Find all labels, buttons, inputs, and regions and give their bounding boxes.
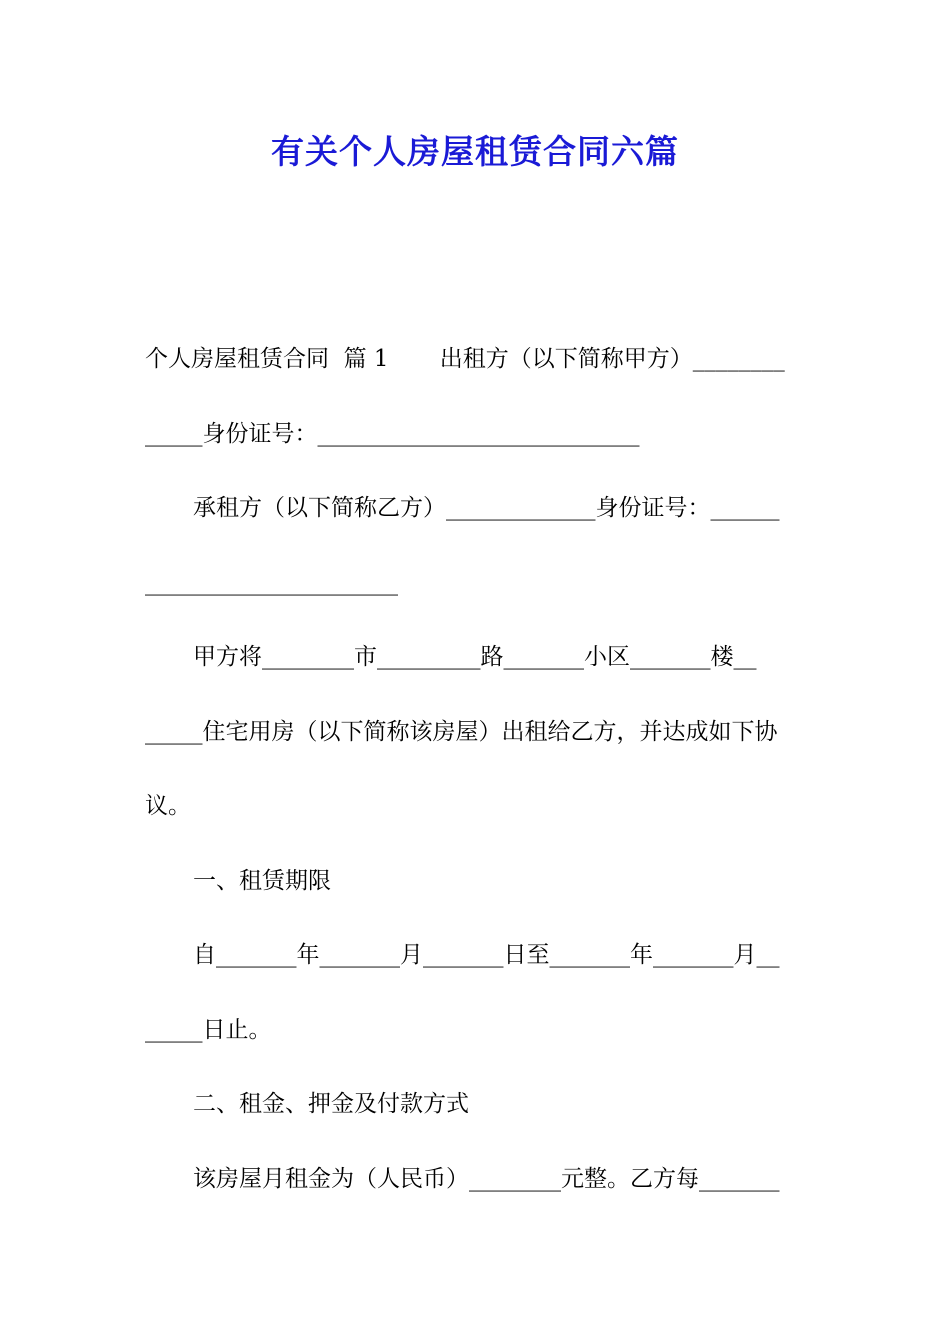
property-address-line: 甲方将________市_________路_______小区_______楼__ <box>193 644 757 670</box>
lessor-id-line: _____身份证号：____________________________ <box>145 421 640 447</box>
section-rent-deposit-heading: 二、租金、押金及付款方式 <box>193 1091 469 1117</box>
lessee-line: 承租方（以下简称乙方）_____________身份证号：______ <box>193 495 780 521</box>
document-title: 有关个人房屋租赁合同六篇 <box>271 132 679 171</box>
lease-term-dates-line: 自_______年_______月_______日至_______年_______月__ <box>193 942 780 968</box>
property-description-line: _____住宅用房（以下简称该房屋）出租给乙方，并达成如下协 <box>145 719 778 745</box>
contract-heading-lessor-line: 个人房屋租赁合同 篇 1 出租方（以下简称甲方）________ <box>145 346 785 372</box>
section-lease-term-heading: 一、租赁期限 <box>193 868 331 894</box>
lessee-id-continuation-line: ______________________ <box>145 570 398 596</box>
monthly-rent-line: 该房屋月租金为（人民币）________元整。乙方每_______ <box>193 1166 780 1192</box>
lease-term-end-line: _____日止。 <box>145 1017 272 1043</box>
agreement-end-line: 议。 <box>145 793 191 819</box>
